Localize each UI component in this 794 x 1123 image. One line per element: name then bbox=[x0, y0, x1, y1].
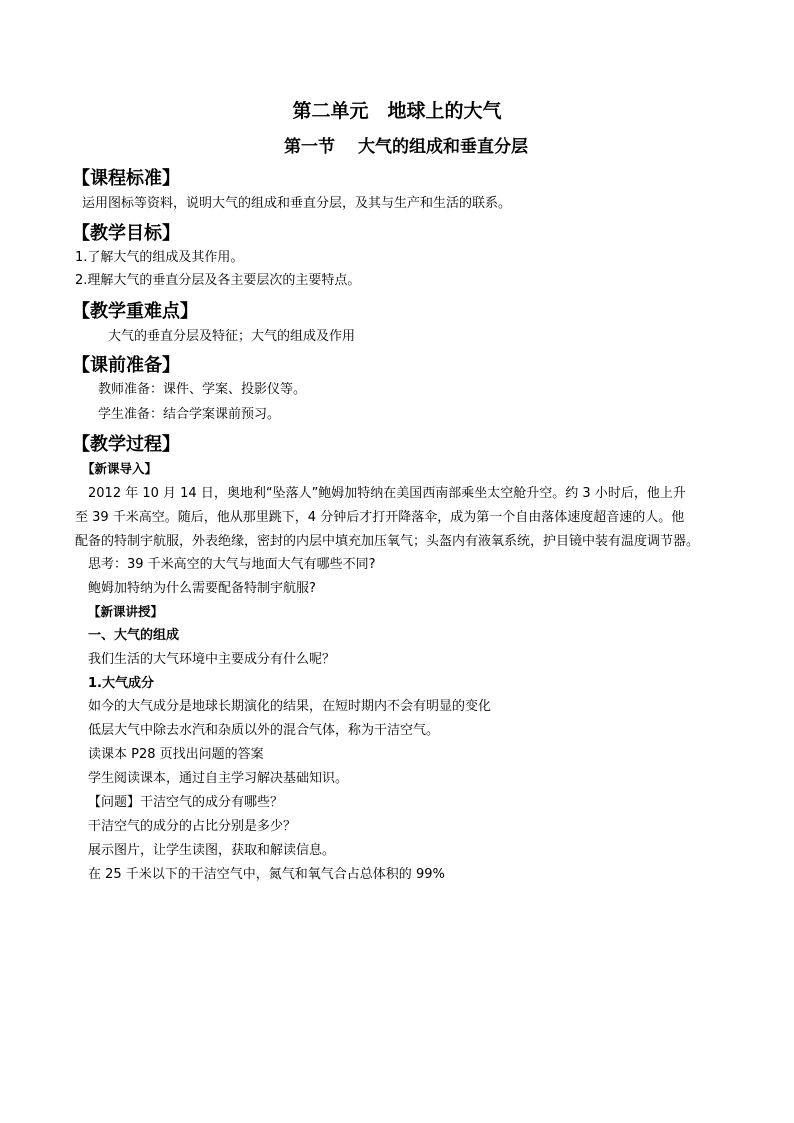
question-line: 【问题】干洁空气的成分有哪些？ bbox=[88, 795, 284, 810]
preparation-heading: 【课前准备】 bbox=[72, 355, 180, 376]
part1-title: 一、大气的组成 bbox=[88, 628, 180, 643]
body-line: 读课本 P28 页找出问题的答案 bbox=[88, 747, 264, 762]
student-preparation: 学生准备：结合学案课前预习。 bbox=[98, 407, 281, 422]
subsection-title: 1.大气成分 bbox=[88, 676, 154, 691]
body-line: 展示图片，让学生读图，获取和解读信息。 bbox=[88, 843, 336, 858]
intro-question: 思考：39 千米高空的大气与地面大气有哪些不同? bbox=[88, 557, 376, 572]
intro-line: 2012 年 10 月 14 日，奥地利“坠落人”鲍姆加特纳在美国西南部乘坐太空舱升空。约 3 小时后，他上升 bbox=[88, 486, 686, 501]
teaching-goals-heading: 【教学目标】 bbox=[72, 223, 180, 244]
intro-question: 鲍姆加特纳为什么需要配备特制宇航服? bbox=[88, 581, 316, 596]
intro-line: 配备的特制宇航服，外表绝缘，密封的内层中填充加压氧气；头盔内有液氧系统，护目镜中装有温度调节器。 bbox=[75, 534, 700, 549]
body-line: 学生阅读课本，通过自主学习解决基础知识。 bbox=[88, 771, 349, 786]
course-standard-text: 运用图标等资料，说明大气的组成和垂直分层，及其与生产和生活的联系。 bbox=[82, 196, 512, 211]
process-heading: 【教学过程】 bbox=[72, 434, 180, 455]
body-line: 干洁空气的成分的占比分别是多少？ bbox=[88, 819, 297, 834]
course-standard-heading: 【课程标准】 bbox=[72, 168, 180, 189]
key-points-heading: 【教学重难点】 bbox=[72, 301, 198, 322]
body-line: 在 25 千米以下的干洁空气中，氮气和氧气合占总体积的 99% bbox=[88, 867, 445, 882]
unit-title: 第二单元 地球上的大气 bbox=[292, 100, 502, 122]
section-title: 第一节 大气的组成和垂直分层 bbox=[284, 137, 528, 157]
teaching-goal-item: 2.理解大气的垂直分层及各主要层次的主要特点。 bbox=[75, 273, 361, 288]
teaching-goal-item: 1.了解大气的组成及其作用。 bbox=[75, 250, 244, 265]
body-line: 如今的大气成分是地球长期演化的结果，在短时期内不会有明显的变化 bbox=[88, 699, 492, 714]
part1-question: 我们生活的大气环境中主要成分有什么呢？ bbox=[88, 652, 336, 667]
intro-label: 【新课导入】 bbox=[82, 461, 158, 476]
lecture-label: 【新课讲授】 bbox=[88, 604, 164, 619]
body-line: 低层大气中除去水汽和杂质以外的混合气体，称为干洁空气。 bbox=[88, 723, 440, 738]
key-points-text: 大气的垂直分层及特征；大气的组成及作用 bbox=[108, 329, 356, 344]
intro-line: 至 39 千米高空。随后，他从那里跳下，4 分钟后才打开降落伞，成为第一个自由落体速度超音速的人。他 bbox=[75, 510, 685, 525]
teacher-preparation: 教师准备：课件、学案、投影仪等。 bbox=[98, 382, 307, 397]
